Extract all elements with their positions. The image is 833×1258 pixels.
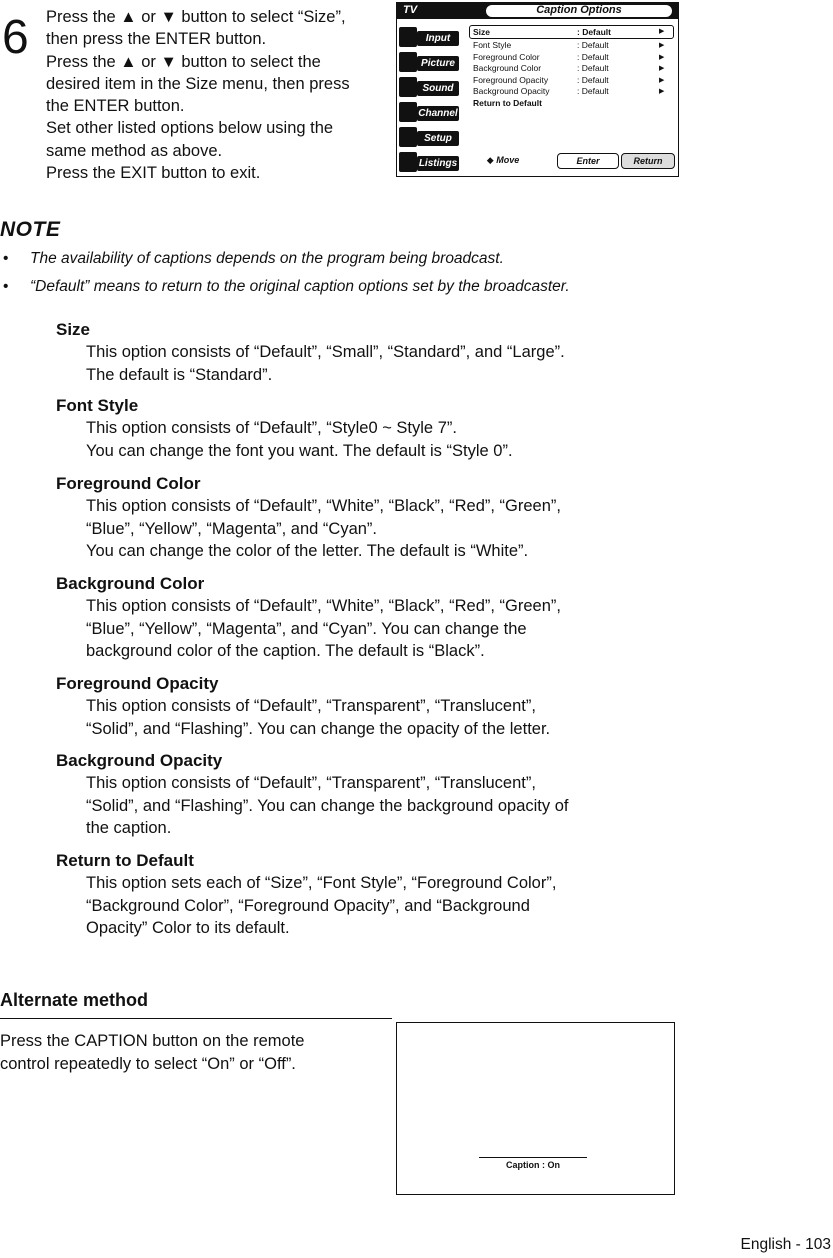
arrow-right-icon: ▶ bbox=[659, 88, 665, 95]
menu-item-background-opacity[interactable] bbox=[469, 86, 674, 98]
divider bbox=[0, 1018, 392, 1019]
menu-item-value: : Default bbox=[577, 51, 609, 62]
sidebar-item-picture bbox=[399, 50, 459, 76]
section-size bbox=[56, 318, 736, 386]
listings-icon bbox=[399, 152, 417, 172]
note-text: “Default” means to return to the original caption options set by the broadcaster. bbox=[30, 278, 570, 295]
return-button[interactable]: Return bbox=[621, 153, 675, 169]
channel-icon bbox=[399, 102, 417, 122]
menu-item-value: : Default bbox=[577, 63, 609, 73]
screen-title: Caption Options bbox=[485, 4, 673, 18]
bullet-icon: • bbox=[3, 250, 9, 267]
move-hint: ◆ Move bbox=[485, 153, 521, 169]
step-line: Press the ▲ or ▼ button to select “Size”, bbox=[46, 8, 346, 26]
section-body bbox=[56, 872, 736, 940]
sidebar-item-input bbox=[399, 25, 459, 51]
section-line: Opacity” Color to its default. bbox=[86, 919, 290, 937]
note-text: The availability of captions depends on the program being broadcast. bbox=[30, 250, 504, 267]
section-line: the caption. bbox=[86, 819, 172, 837]
sidebar-item-setup bbox=[399, 125, 459, 151]
step-number: 6 bbox=[2, 11, 29, 64]
section-foreground-color bbox=[56, 472, 736, 563]
sound-icon bbox=[399, 77, 417, 97]
section-font-style bbox=[56, 394, 736, 462]
input-icon bbox=[399, 27, 417, 47]
section-line: This option consists of “Default”, “Style0 ~ Style 7”. bbox=[86, 419, 457, 437]
arrow-right-icon: ▶ bbox=[659, 42, 665, 49]
section-line: This option sets each of “Size”, “Font Style”, “Foreground Color”, bbox=[86, 874, 557, 892]
step-line: same method as above. bbox=[46, 141, 223, 160]
step-line: the ENTER button. bbox=[46, 97, 185, 116]
sidebar-item-label: Listings bbox=[418, 158, 458, 169]
alternate-method-text bbox=[0, 1030, 380, 1075]
menu-item-size[interactable] bbox=[469, 25, 674, 39]
section-line: “Solid”, and “Flashing”. You can change the background opacity of bbox=[86, 796, 569, 815]
section-return-to-default bbox=[56, 849, 736, 940]
menu-item-label: Return to Default bbox=[473, 97, 542, 108]
sidebar-item-channel bbox=[399, 100, 459, 126]
sidebar-item-label: Picture bbox=[417, 56, 459, 71]
bullet-icon: • bbox=[3, 278, 9, 295]
section-body bbox=[56, 341, 736, 386]
menu-item-label: Background Color bbox=[473, 63, 542, 73]
section-line: You can change the color of the letter. The default is “White”. bbox=[86, 542, 529, 560]
menu-item-label: Foreground Opacity bbox=[473, 74, 549, 85]
caption-status: Caption : On bbox=[479, 1157, 587, 1173]
section-line: You can change the font you want. The default is “Style 0”. bbox=[86, 441, 513, 460]
section-line: “Blue”, “Yellow”, “Magenta”, and “Cyan”. bbox=[86, 519, 378, 538]
section-line: This option consists of “Default”, “White”, “Black”, “Red”, “Green”, bbox=[86, 597, 561, 615]
section-foreground-opacity bbox=[56, 672, 736, 740]
sidebar-item-label: Setup bbox=[417, 131, 459, 146]
step-line: then press the ENTER button. bbox=[46, 30, 267, 49]
menu-item-label: Size bbox=[473, 27, 491, 37]
screen-sidebar bbox=[397, 19, 461, 176]
alternate-line: control repeatedly to select “On” or “Off”. bbox=[0, 1054, 296, 1073]
sidebar-item-sound bbox=[399, 75, 459, 101]
menu-item-background-color[interactable] bbox=[469, 63, 674, 75]
menu-item-return-to-default[interactable] bbox=[469, 98, 674, 110]
note-item bbox=[0, 278, 570, 296]
section-line: “Background Color”, “Foreground Opacity”, and “Background bbox=[86, 896, 530, 915]
enter-button[interactable]: Enter bbox=[557, 153, 619, 169]
section-body bbox=[56, 495, 736, 563]
sidebar-item-label: Channel bbox=[418, 108, 458, 119]
section-body bbox=[56, 772, 736, 840]
step-line: desired item in the Size menu, then press bbox=[46, 74, 350, 93]
section-line: This option consists of “Default”, “Transparent”, “Translucent”, bbox=[86, 774, 536, 792]
step-line: Set other listed options below using the bbox=[46, 119, 334, 138]
section-line: This option consists of “Default”, “White”, “Black”, “Red”, “Green”, bbox=[86, 497, 561, 515]
section-line: This option consists of “Default”, “Small”, “Standard”, and “Large”. bbox=[86, 343, 565, 361]
sidebar-item-label: Sound bbox=[417, 81, 459, 96]
sidebar-item-label: Input bbox=[417, 31, 459, 46]
alternate-method-heading: Alternate method bbox=[0, 990, 149, 1010]
arrow-right-icon: ▶ bbox=[659, 76, 665, 84]
caption-options-screen bbox=[396, 2, 679, 177]
page-number: English - 103 bbox=[740, 1236, 831, 1253]
tv-tab: TV bbox=[403, 4, 418, 16]
note-item bbox=[0, 250, 504, 268]
caption-on-screen bbox=[396, 1022, 675, 1195]
section-body bbox=[56, 695, 736, 740]
alternate-line: Press the CAPTION button on the remote bbox=[0, 1032, 305, 1050]
section-line: “Blue”, “Yellow”, “Magenta”, and “Cyan”. You can change the bbox=[86, 619, 527, 638]
section-heading: Background Color bbox=[56, 574, 205, 593]
step-instructions bbox=[46, 6, 396, 184]
picture-icon bbox=[399, 52, 417, 72]
menu-item-foreground-opacity[interactable] bbox=[469, 75, 674, 87]
menu-item-value: : Default bbox=[577, 86, 609, 96]
caption-options-menu bbox=[469, 25, 674, 109]
section-line: background color of the caption. The default is “Black”. bbox=[86, 642, 485, 660]
section-background-color bbox=[56, 572, 736, 663]
sidebar-item-listings bbox=[399, 150, 459, 176]
step-line: Press the ▲ or ▼ button to select the bbox=[46, 52, 321, 71]
menu-item-value: : Default bbox=[577, 27, 611, 37]
section-heading: Foreground Color bbox=[56, 474, 201, 493]
menu-item-foreground-color[interactable] bbox=[469, 52, 674, 64]
section-heading: Background Opacity bbox=[56, 751, 223, 770]
arrow-right-icon: ▶ bbox=[659, 65, 665, 72]
setup-icon bbox=[399, 127, 417, 147]
note-heading: NOTE bbox=[0, 218, 61, 241]
menu-item-label: Foreground Color bbox=[473, 51, 540, 62]
section-heading: Size bbox=[56, 320, 91, 339]
section-background-opacity bbox=[56, 749, 736, 840]
section-body bbox=[56, 595, 736, 663]
section-body bbox=[56, 417, 736, 462]
menu-item-label: Background Opacity bbox=[473, 86, 550, 96]
screen-button-bar bbox=[469, 153, 675, 171]
arrow-right-icon: ▶ bbox=[659, 28, 665, 35]
arrow-right-icon: ▶ bbox=[659, 53, 665, 61]
menu-item-value: : Default bbox=[577, 74, 609, 85]
section-line: The default is “Standard”. bbox=[86, 365, 273, 384]
menu-item-value: : Default bbox=[577, 40, 609, 50]
menu-item-font-style[interactable] bbox=[469, 40, 674, 52]
step-line: Press the EXIT button to exit. bbox=[46, 164, 261, 183]
section-heading: Font Style bbox=[56, 396, 139, 415]
menu-item-label: Font Style bbox=[473, 40, 512, 50]
section-line: “Solid”, and “Flashing”. You can change the opacity of the letter. bbox=[86, 719, 551, 738]
section-heading: Foreground Opacity bbox=[56, 674, 219, 693]
section-line: This option consists of “Default”, “Transparent”, “Translucent”, bbox=[86, 697, 536, 715]
section-heading: Return to Default bbox=[56, 851, 194, 870]
